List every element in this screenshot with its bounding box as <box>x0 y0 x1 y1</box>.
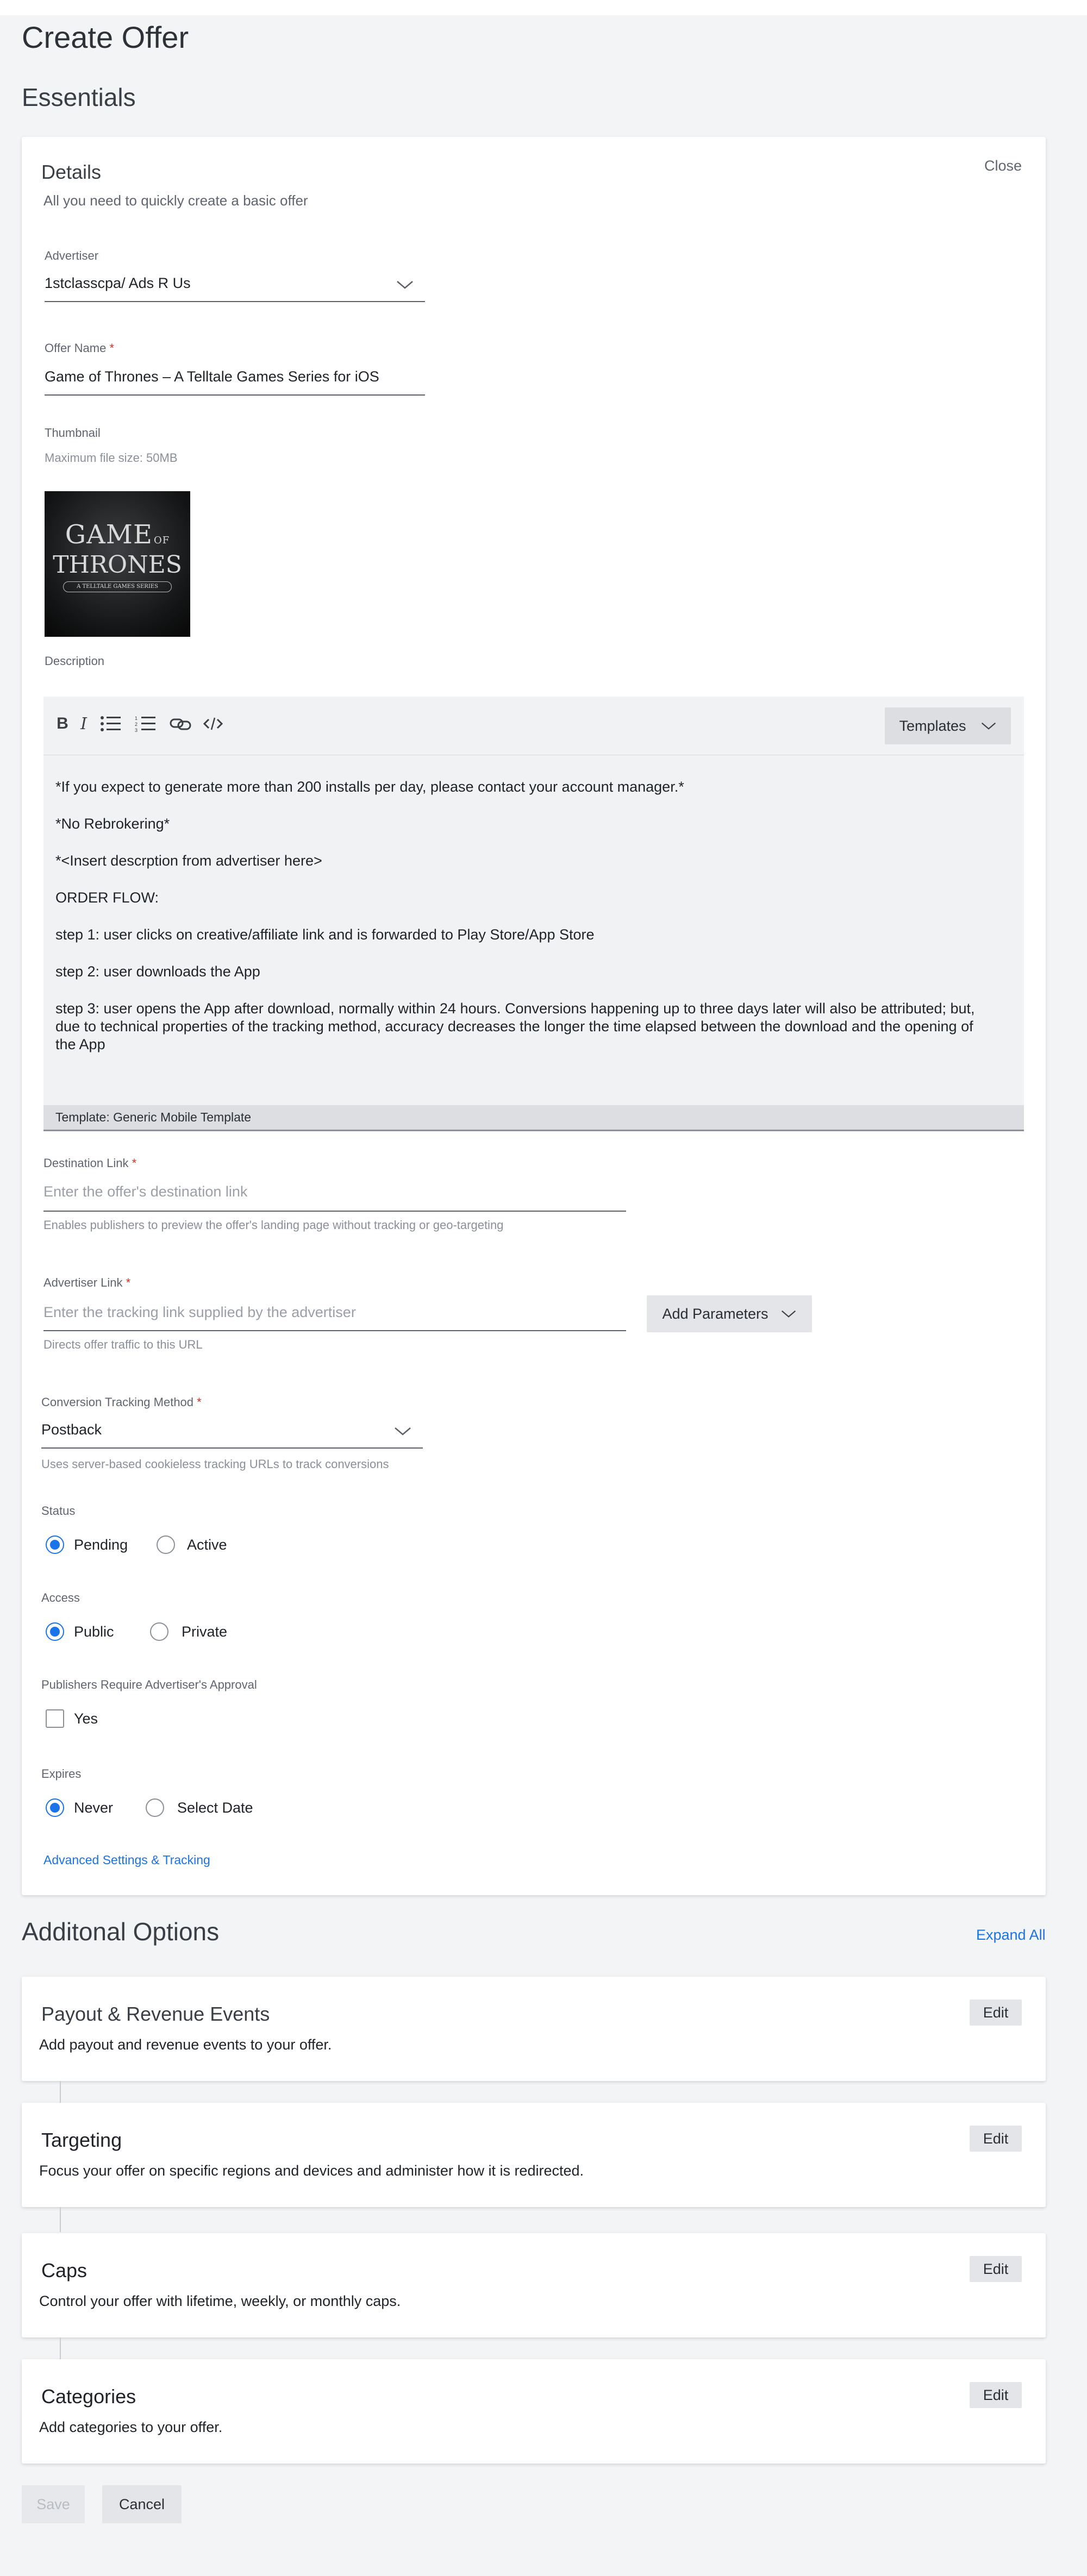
chevron-down-icon <box>393 1426 412 1437</box>
expires-never-label: Never <box>74 1800 114 1816</box>
templates-button-label: Templates <box>899 717 966 734</box>
payout-revenue-card <box>22 1977 1046 2081</box>
advertiser-value: 1stclasscpa/ Ads R Us <box>45 275 191 291</box>
caps-card <box>22 2233 1046 2337</box>
essentials-section-title: Essentials <box>22 83 136 111</box>
destination-link-label: Destination Link * <box>43 1156 137 1170</box>
details-title: Details <box>41 161 102 183</box>
editor-line: step 3: user opens the App after download, normally within 24 hours. Conversions happening up to three days later will also be attributed; but, due to technical properties of the tracking method, accuracy decreases the longer the time elapsed between the download and the opening of the App <box>55 1000 975 1052</box>
status-active-radio[interactable] <box>157 1535 175 1554</box>
chevron-down-icon <box>780 1309 797 1319</box>
advertiser-link-label: Advertiser Link * <box>43 1276 131 1289</box>
categories-edit-button[interactable]: Edit <box>970 2382 1022 2408</box>
targeting-edit-button[interactable]: Edit <box>970 2126 1022 2152</box>
code-icon[interactable] <box>202 715 224 732</box>
conversion-tracking-label: Conversion Tracking Method * <box>41 1395 202 1409</box>
description-editor[interactable] <box>43 697 1024 1131</box>
payout-revenue-desc: Add payout and revenue events to your offer. <box>39 2036 332 2053</box>
templates-button[interactable] <box>885 707 1011 744</box>
svg-text:2: 2 <box>135 722 138 727</box>
editor-line: ORDER FLOW: <box>55 889 159 906</box>
access-private-radio[interactable] <box>150 1622 168 1641</box>
advertiser-underline <box>45 301 425 302</box>
payout-revenue-title: Payout & Revenue Events <box>41 2003 270 2025</box>
status-active-label: Active <box>187 1537 227 1553</box>
expires-select-date-label: Select Date <box>177 1800 253 1816</box>
advertiser-link-help: Directs offer traffic to this URL <box>43 1338 203 1351</box>
editor-toolbar <box>43 697 1024 755</box>
template-indicator: Template: Generic Mobile Template <box>43 1105 1024 1131</box>
additional-options-title: Additonal Options <box>22 1917 220 1946</box>
targeting-card <box>22 2103 1046 2207</box>
svg-text:1: 1 <box>135 716 138 721</box>
access-label: Access <box>41 1591 80 1604</box>
top-bar <box>0 0 1087 15</box>
advertiser-label: Advertiser <box>45 249 99 262</box>
svg-text:3: 3 <box>135 728 138 732</box>
destination-link-input[interactable]: Enter the offer's destination link <box>43 1183 248 1200</box>
italic-icon[interactable]: I <box>80 714 87 734</box>
chevron-down-icon <box>396 279 414 290</box>
logo-subtitle: A TELLTALE GAMES SERIES <box>63 581 172 592</box>
categories-title: Categories <box>41 2385 136 2408</box>
add-parameters-button[interactable] <box>647 1295 812 1332</box>
destination-link-help: Enables publishers to preview the offer's landing page without tracking or geo-targeting <box>43 1218 504 1232</box>
cancel-button[interactable]: Cancel <box>102 2485 182 2523</box>
editor-line: step 2: user downloads the App <box>55 963 260 980</box>
connector-line <box>60 2207 61 2232</box>
page-title: Create Offer <box>22 20 189 54</box>
close-button[interactable]: Close <box>984 158 1022 174</box>
thumbnail-image[interactable] <box>45 491 190 637</box>
conversion-tracking-help: Uses server-based cookieless tracking URLs to track conversions <box>41 1457 389 1471</box>
categories-card <box>22 2359 1046 2464</box>
numbered-list-icon[interactable] <box>135 715 157 732</box>
status-pending-label: Pending <box>74 1537 128 1553</box>
payout-revenue-edit-button[interactable]: Edit <box>970 2000 1022 2026</box>
expand-all-link[interactable]: Expand All <box>976 1927 1046 1943</box>
caps-title: Caps <box>41 2259 88 2282</box>
access-public-radio[interactable] <box>46 1622 64 1641</box>
approval-checkbox[interactable] <box>46 1709 64 1728</box>
thumbnail-label: Thumbnail <box>45 426 101 440</box>
logo-word-thrones: THRONES <box>53 551 182 579</box>
add-parameters-label: Add Parameters <box>662 1305 769 1322</box>
caps-edit-button[interactable]: Edit <box>970 2256 1022 2282</box>
editor-line: step 1: user clicks on creative/affiliate link and is forwarded to Play Store/App Store <box>55 926 595 943</box>
details-card <box>22 137 1046 1895</box>
bulleted-list-icon[interactable] <box>100 715 122 732</box>
offer-name-input[interactable]: Game of Thrones – A Telltale Games Series for iOS <box>45 368 379 385</box>
save-button[interactable]: Save <box>22 2485 85 2523</box>
conversion-tracking-underline <box>41 1447 423 1449</box>
status-label: Status <box>41 1504 76 1518</box>
advertiser-link-underline <box>43 1330 626 1331</box>
advanced-settings-link[interactable]: Advanced Settings & Tracking <box>43 1853 210 1867</box>
approval-yes-label: Yes <box>74 1710 98 1727</box>
offer-name-underline <box>45 394 425 396</box>
access-public-label: Public <box>74 1624 114 1640</box>
editor-line: *No Rebrokering* <box>55 816 170 832</box>
details-subtitle: All you need to quickly create a basic offer <box>43 192 308 209</box>
editor-line: *If you expect to generate more than 200 installs per day, please contact your account manager.* <box>55 779 684 795</box>
advertiser-link-input[interactable]: Enter the tracking link supplied by the advertiser <box>43 1304 356 1320</box>
bold-icon[interactable]: B <box>57 714 68 732</box>
expires-never-radio[interactable] <box>46 1798 64 1817</box>
destination-link-underline <box>43 1211 626 1212</box>
targeting-title: Targeting <box>41 2129 122 2151</box>
logo-word-game: GAME OF <box>65 519 170 550</box>
conversion-tracking-value: Postback <box>41 1421 102 1438</box>
targeting-desc: Focus your offer on specific regions and devices and administer how it is redirected. <box>39 2163 584 2179</box>
categories-desc: Add categories to your offer. <box>39 2419 223 2435</box>
description-label: Description <box>45 654 105 668</box>
link-icon[interactable] <box>170 715 191 732</box>
editor-line: *<Insert descrption from advertiser here> <box>55 853 322 869</box>
caps-desc: Control your offer with lifetime, weekly, or monthly caps. <box>39 2293 401 2309</box>
expires-select-date-radio[interactable] <box>146 1798 164 1817</box>
approval-label: Publishers Require Advertiser's Approval <box>41 1678 257 1691</box>
chevron-down-icon <box>980 721 997 731</box>
status-pending-radio[interactable] <box>46 1535 64 1554</box>
expires-label: Expires <box>41 1767 82 1781</box>
access-private-label: Private <box>182 1624 228 1640</box>
thumbnail-help: Maximum file size: 50MB <box>45 451 178 465</box>
offer-name-label: Offer Name * <box>45 341 114 355</box>
